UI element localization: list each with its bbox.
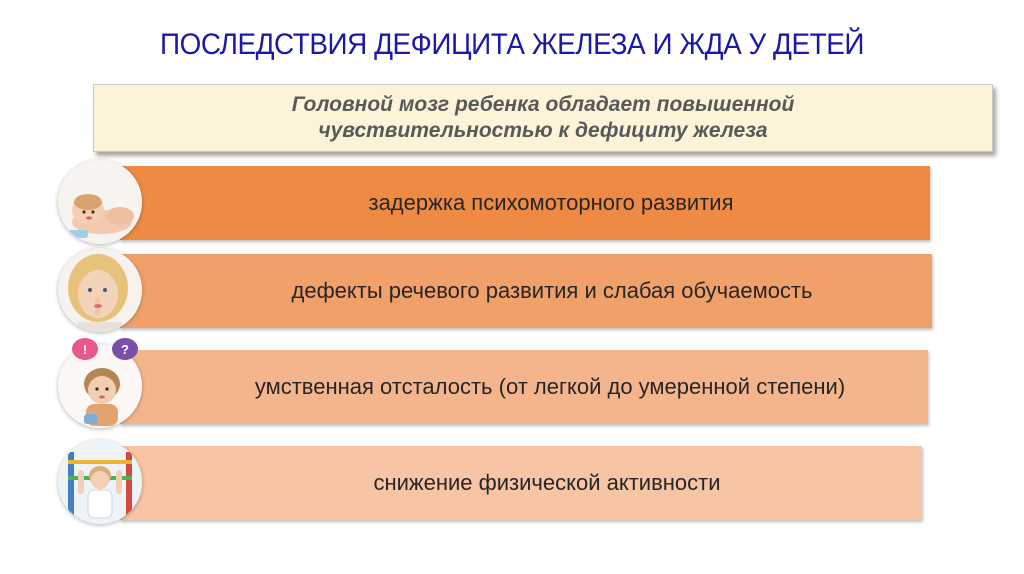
child-at-gym-photo [58, 440, 142, 524]
consequence-label-2: дефекты речевого развития и слабая обучаемость [291, 278, 813, 303]
consequence-bar-4 [120, 446, 922, 520]
consequence-bar-2 [120, 254, 932, 328]
slide-title: ПОСЛЕДСТВИЯ ДЕФИЦИТА ЖЕЛЕЗА И ЖДА У ДЕТЕЙ [160, 28, 864, 61]
consequence-label-1: задержка психомоторного развития [368, 190, 734, 215]
subtitle-line-1: Головной мозг ребенка обладает повышенной [291, 93, 795, 116]
exclamation-bubble-icon: ! [72, 338, 98, 360]
consequence-label-4: снижение физической активности [373, 470, 721, 495]
consequence-bar-3 [120, 350, 928, 424]
subtitle-line-2: чувствительностью к дефициту железа [318, 119, 768, 142]
subtitle-box [93, 84, 993, 152]
girl-finger-on-lips-photo [58, 248, 142, 332]
consequence-bar-1 [120, 166, 930, 240]
question-bubble-icon: ? [112, 338, 138, 360]
baby-crawling-photo [58, 160, 142, 244]
consequence-label-3: умственная отсталость (от легкой до умеренной степени) [254, 374, 846, 399]
